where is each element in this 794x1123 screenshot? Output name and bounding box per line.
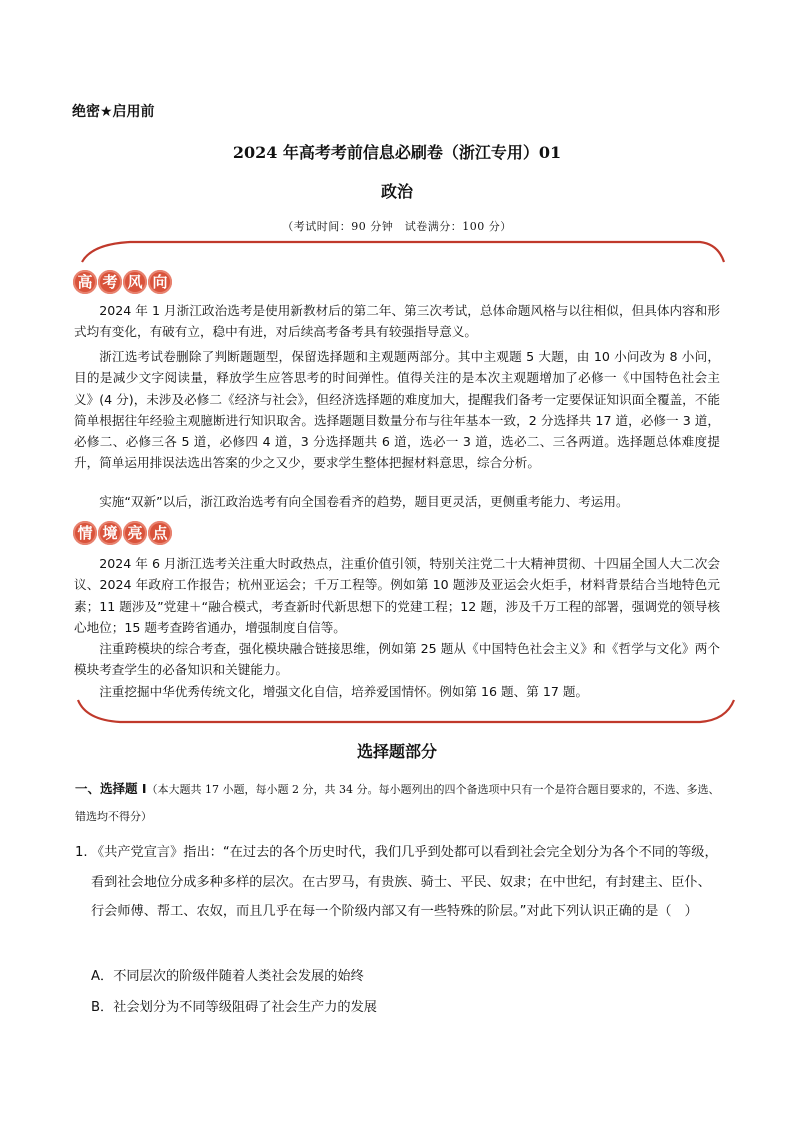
highlight-paragraph: 注重挖掘中华优秀传统文化，增强文化自信，培养爱国情怀。例如第 16 题、第 17 题。 (99, 684, 589, 699)
badge-char: 点 (148, 521, 172, 545)
highlight-paragraph: 2024 年 6 月浙江选考关注重大时政热点，注重价值引领，特别关注党二十大精神贯彻、十四届全国人大二次会议、2024 年政府工作报告；杭州亚运会；千万工程等。例如第 10 题涉及亚运会火炬手，材料背景结合当地特色元素；11 题涉及”党建＋“融合模式，考查新时代新思想下的党建工程；12 题，涉及千万工程的部署，强调党的领导核心地位；15 题考查跨省通办，增强制度自信等。 (74, 556, 720, 635)
badge-char: 风 (123, 270, 147, 294)
secret-mark: 绝密★启用前 (72, 104, 155, 120)
badge-char: 向 (148, 270, 172, 294)
question-1 (75, 838, 723, 927)
badge-char: 亮 (123, 521, 147, 545)
badge-char: 考 (98, 270, 122, 294)
part-instructions (75, 775, 725, 830)
trend-paragraph: 实施“双新”以后，浙江政治选考有向全国卷看齐的趋势，题目更灵活，更侧重考能力、考运用。 (99, 494, 629, 509)
trend-paragraph: 浙江选考试卷删除了判断题题型，保留选择题和主观题两部分。其中主观题 5 大题，由 10 小问改为 8 小问，目的是减少文字阅读量，释放学生应答思考的时间弹性。值得关注的是本次主观题增加了必修一《中国特色社会主义》(4 分)，未涉及必修二《经济与社会》，但经济选择题的难度加大，提醒我们备考一定要保证知识面全覆盖，不能简单根据往年经验主观臆断进行知识取舍。选择题题目数量分布与往年基本一致，2 分选择共 17 道，必修一 3 道，必修二、必修三各 5 道，必修四 4 道，3 分选择题共 6 道，选必一 3 道，选必二、三各两道。选择题总体难度提升，简单运用排误法选出答案的少之又少，要求学生整体把握材料意思，综合分析。 (74, 349, 720, 471)
page-title: 2024 年高考考前信息必刷卷（浙江专用）01 (232, 143, 562, 162)
part-label: 一、选择题 I (75, 781, 147, 796)
trend-paragraph: 2024 年 1 月浙江政治选考是使用新教材后的第二年、第三次考试，总体命题风格与以往相似，但具体内容和形式均有变化，有破有立，稳中有进，对后续高考备考具有较强指导意义。 (74, 303, 720, 340)
highlight-paragraph: 注重跨模块的综合考查，强化模块融合链接思维，例如第 25 题从《中国特色社会主义》和《哲学与文化》两个模块考查学生的必备知识和关键能力。 (74, 641, 720, 678)
question-number: 1. (75, 845, 88, 860)
badge-char: 情 (73, 521, 97, 545)
question-stem: 《共产党宣言》指出：“在过去的各个历史时代，我们几乎到处都可以看到社会完全划分为各个不同的等级，看到社会地位分成多种多样的层次。在古罗马，有贵族、骑士、平民、奴隶；在中世纪，有封建主、臣仆、行会师傅、帮工、农奴，而且几乎在每一个阶级内部又有一些特殊的阶层。”对此下列认识正确的是（ ） (91, 845, 718, 919)
part-description: （本大题共 17 小题，每小题 2 分，共 34 分。每小题列出的四个备选项中只有一个是符合题目要求的，不选、多选、错选均不得分） (75, 783, 720, 823)
badge-char: 境 (98, 521, 122, 545)
exam-info: （考试时间：90 分钟 试卷满分：100 分） (282, 220, 512, 233)
option-b[interactable]: B．社会划分为不同等级阻碍了社会生产力的发展 (91, 1000, 377, 1015)
subject-title: 政治 (380, 182, 413, 201)
badge-gaokao-trend (73, 270, 172, 294)
option-a[interactable]: A．不同层次的阶级伴随着人类社会发展的始终 (91, 969, 364, 984)
badge-char: 高 (73, 270, 97, 294)
badge-context-highlights (73, 521, 172, 545)
section-title: 选择题部分 (356, 742, 437, 761)
